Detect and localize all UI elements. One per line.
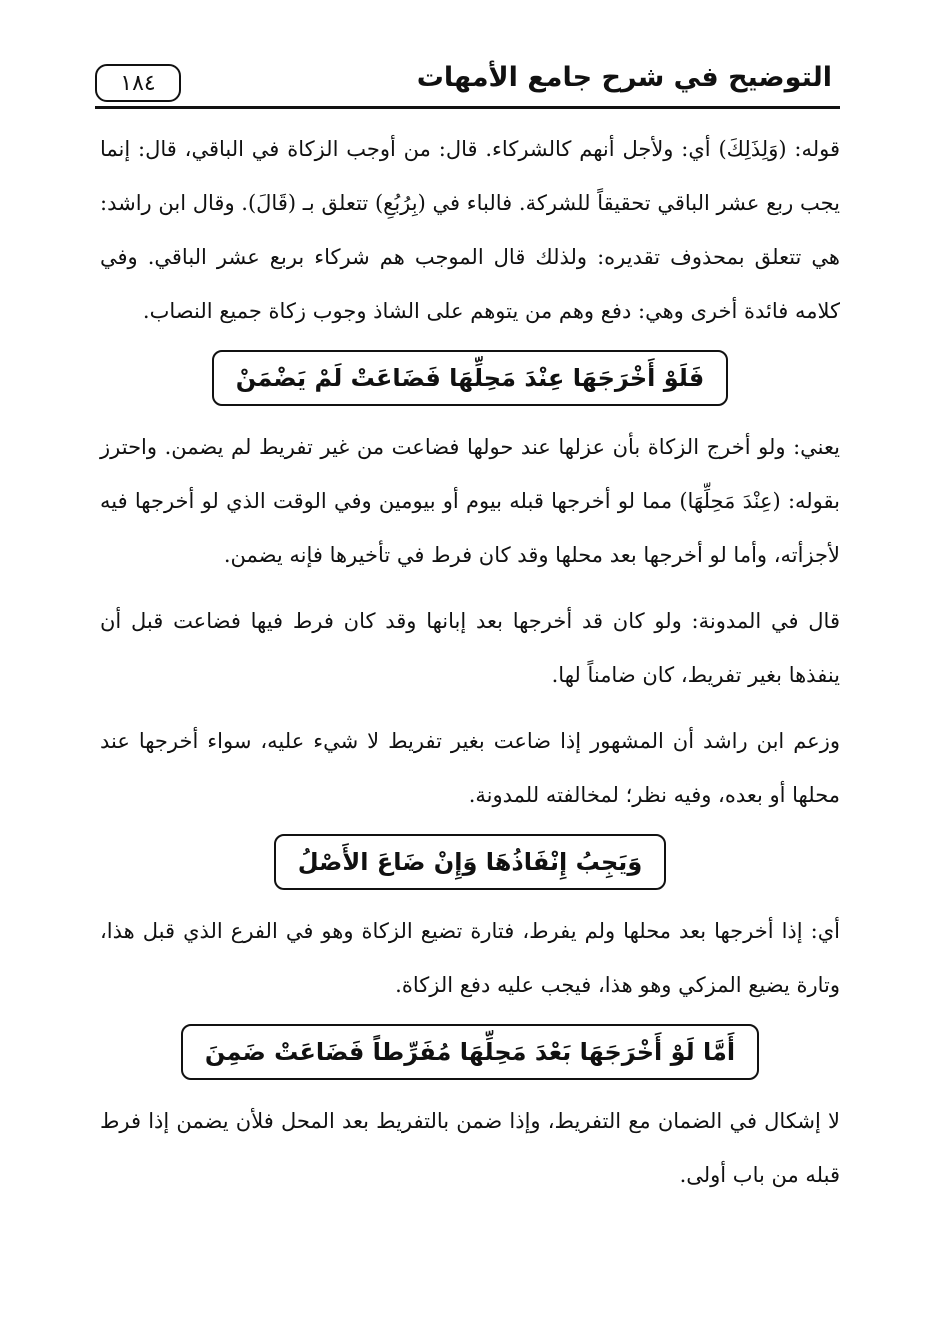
matn-quote-2-container [100,834,840,890]
paragraph-5: أي: إذا أخرجها بعد محلها ولم يفرط، فتارة تضيع الزكاة وهو في الفرع الذي قبل هذا، وتارة يضيع المزكي وهو هذا، فيجب عليه دفع الزكاة. [100,919,840,997]
book-title: التوضيح في شرح جامع الأمهات [416,62,832,93]
paragraph-2: يعني: ولو أخرج الزكاة بأن عزلها عند حولها فضاعت من غير تفريط لم يضمن. واحترز بقوله: (عِنْدَ مَحِلِّهَا) مما لو أخرجها قبله بيوم أو بيومين وفي الوقت الذي لو أخرجها فيه لأجزأته، وأما لو أخرجها بعد محلها وقد كان فرط في تأخيرها فإنه يضمن. [100,435,840,567]
matn-quote-1: فَلَوْ أَخْرَجَهَا عِنْدَ مَحِلِّهَا فَضَاعَتْ لَمْ يَضْمَنْ [212,350,729,406]
page-body [100,122,840,1214]
matn-quote-3: أَمَّا لَوْ أَخْرَجَهَا بَعْدَ مَحِلِّهَا مُفَرِّطاً فَضَاعَتْ ضَمِنَ [181,1024,759,1080]
paragraph-4: وزعم ابن راشد أن المشهور إذا ضاعت بغير تفريط لا شيء عليه، سواء أخرجها عند محلها أو بعده، وفيه نظر؛ لمخالفته للمدونة. [100,729,840,807]
paragraph-3: قال في المدونة: ولو كان قد أخرجها بعد إبانها وقد كان فرط فيها فضاعت قبل أن ينفذها بغير تفريط، كان ضامناً لها. [100,609,840,687]
matn-quote-1-container [100,350,840,406]
matn-quote-3-container [100,1024,840,1080]
page-header [95,58,840,109]
matn-quote-2: وَيَجِبُ إِنْفَاذُهَا وَإِنْ ضَاعَ الأَصْلُ [274,834,666,890]
paragraph-6: لا إشكال في الضمان مع التفريط، وإذا ضمن بالتفريط بعد المحل فلأن يضمن إذا فرط قبله من باب أولى. [100,1109,840,1187]
paragraph-1: قوله: (وَلِذَلِكَ) أي: ولأجل أنهم كالشركاء. قال: من أوجب الزكاة في الباقي، قال: إنما يجب ربع عشر الباقي تحقيقاً للشركة. فالباء في (بِرُبُعِ) تتعلق بـ (قَالَ). وقال ابن راشد: هي تتعلق بمحذوف تقديره: ولذلك قال الموجب هم شركاء بربع عشر الباقي. وفي كلامه فائدة أخرى وهي: دفع وهم من يتوهم على الشاذ وجوب زكاة جميع النصاب. [100,137,840,323]
page-number: ١٨٤ [95,64,181,102]
